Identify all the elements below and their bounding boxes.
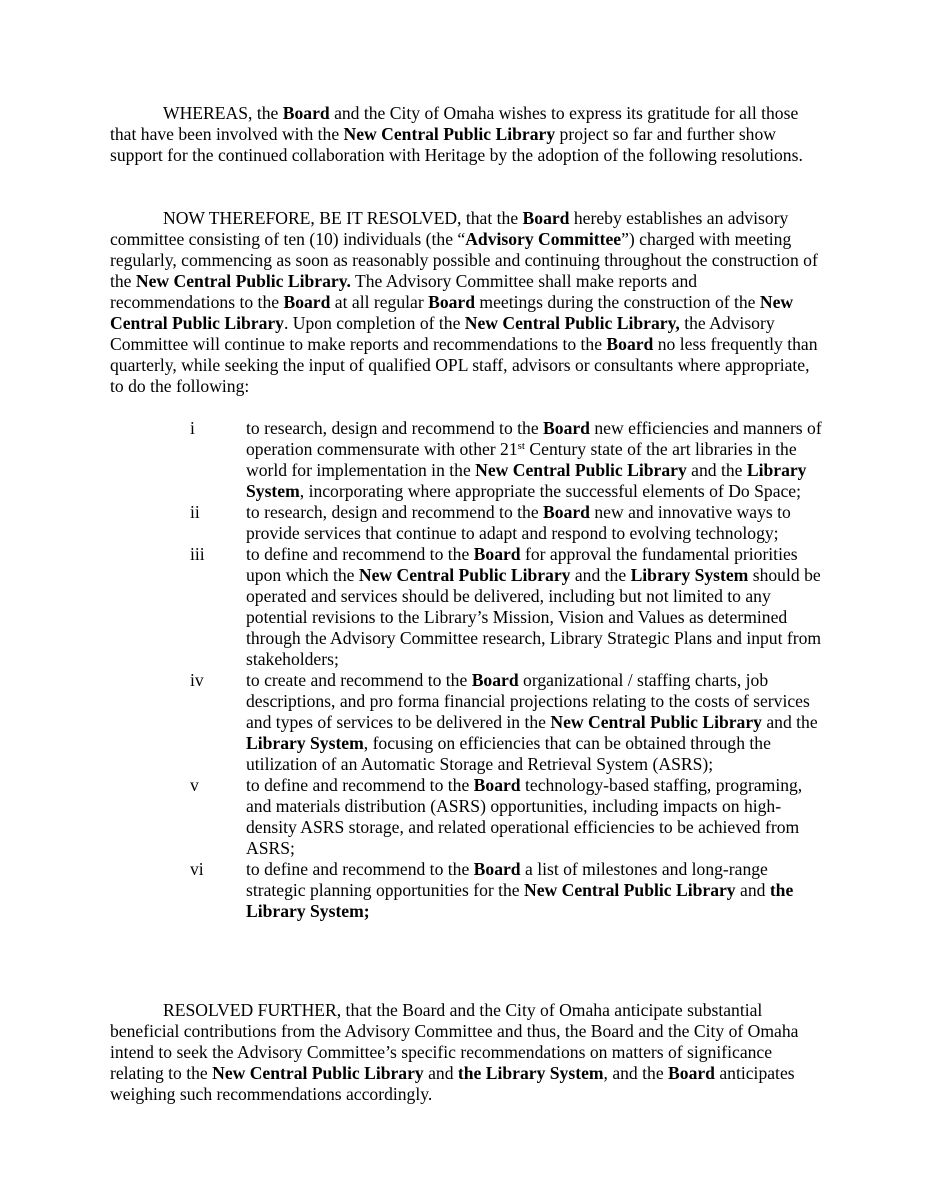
resolution-item: [110, 502, 825, 544]
bold-term: New Central Public Library,: [464, 313, 680, 333]
bold-term: Board: [606, 334, 654, 354]
resolution-item-list: [110, 418, 825, 922]
text-run: Century state of the art libraries in the world for implementation in the: [246, 439, 797, 480]
item-text: [246, 670, 825, 775]
text-run: WHEREAS, the: [163, 103, 283, 123]
text-run: meetings during the construction of the: [475, 292, 760, 312]
resolution-item: [110, 418, 825, 502]
text-run: NOW THEREFORE, BE IT RESOLVED, that the: [163, 208, 523, 228]
bold-term: Board: [473, 859, 521, 879]
bold-term: Board: [522, 208, 570, 228]
text-run: no less frequently than quarterly, while seeking the input of qualified OPL staff, advisors or consultants where appropriate, to do the following:: [110, 334, 818, 396]
bold-term: Board: [543, 502, 590, 522]
bold-term: Library System: [246, 733, 364, 753]
text-run: and the City of Omaha wishes to express its gratitude for all those that have been involved with the: [110, 103, 799, 144]
text-run: a list of milestones and long-range strategic planning opportunities for the: [246, 859, 768, 900]
bold-term: New Central Public Library: [475, 460, 687, 480]
bold-term: Board: [471, 670, 519, 690]
text-run: The Advisory Committee shall make reports and recommendations to the: [110, 271, 698, 312]
text-run: to research, design and recommend to the: [246, 502, 544, 522]
bold-term: New Central Public Library: [110, 292, 794, 333]
resolution-item: [110, 670, 825, 775]
bold-term: Board: [283, 292, 331, 312]
text-run: and: [735, 880, 770, 900]
text-run: anticipates weighing such recommendations accordingly.: [110, 1063, 795, 1104]
bold-term: Library System: [246, 460, 807, 501]
bold-term: Board: [668, 1063, 715, 1083]
text-run: and the: [570, 565, 631, 585]
resolution-item: [110, 859, 825, 922]
text-run: and the: [686, 460, 747, 480]
item-number: iii: [190, 544, 205, 564]
text-run: new and innovative ways to provide services that continue to adapt and respond to evolving technology;: [246, 502, 791, 543]
bold-term: Library System: [630, 565, 749, 585]
item-number: vi: [190, 859, 204, 879]
bold-term: Advisory Committee: [465, 229, 622, 249]
text-run: , and the: [603, 1063, 669, 1083]
item-number: i: [190, 418, 195, 438]
bold-term: New Central Public Library: [358, 565, 571, 585]
text-run: . Upon completion of the: [283, 313, 465, 333]
text-run: , focusing on efficiencies that can be obtained through the utilization of an Automatic Storage and Retrieval System (ASRS);: [246, 733, 771, 774]
item-text: [246, 544, 825, 670]
text-run: to define and recommend to the: [246, 859, 474, 879]
resolved-further-paragraph: [110, 1000, 825, 1105]
text-run: for approval the fundamental priorities upon which the: [246, 544, 798, 585]
text-run: at all regular: [330, 292, 429, 312]
bold-term: Board: [428, 292, 476, 312]
bold-term: New Central Public Library.: [135, 271, 351, 291]
text-run: technology-based staffing, programing, and materials distribution (ASRS) opportunities, including impacts on high-density ASRS storage, and related operational efficiencies to be achieved from ASRS;: [246, 775, 803, 858]
bold-term: New Central Public Library: [524, 880, 736, 900]
text-run: to research, design and recommend to the: [246, 418, 544, 438]
resolution-item: [110, 775, 825, 859]
text-run: hereby establishes an advisory committee consisting of ten (10) individuals (the “: [110, 208, 789, 249]
bold-term: Board: [543, 418, 590, 438]
item-number: ii: [190, 502, 200, 522]
resolved-paragraph: [110, 208, 825, 397]
bold-term: New Central Public Library: [212, 1063, 424, 1083]
bold-term: Board: [473, 775, 521, 795]
resolution-item: [110, 544, 825, 670]
text-run: , incorporating where appropriate the successful elements of Do Space;: [299, 481, 802, 501]
item-number: iv: [190, 670, 204, 690]
bold-term: Board: [473, 544, 521, 564]
item-text: [246, 418, 825, 502]
text-run: RESOLVED FURTHER, that the Board and the City of Omaha anticipate substantial beneficial contributions from the Advisory Committee and thus, the Board and the City of Omaha intend to seek the Advisory Committee’s specific recommendations on matters of significance relating to the: [110, 1000, 799, 1083]
bold-term: Board: [282, 103, 330, 123]
text-run: to define and recommend to the: [246, 775, 474, 795]
item-number: v: [190, 775, 199, 795]
text-run: ”) charged with meeting regularly, commencing as soon as reasonably possible and continuing throughout the construction of the: [110, 229, 818, 291]
text-run: to create and recommend to the: [246, 670, 472, 690]
bold-term: New Central Public Library: [550, 712, 762, 732]
item-text: [246, 775, 825, 859]
superscript-text: st: [517, 440, 525, 452]
bold-term: New Central Public Library: [343, 124, 556, 144]
bold-term: the Library System;: [246, 880, 794, 921]
item-text: [246, 502, 825, 544]
text-run: the Advisory Committee will continue to make reports and recommendations to the: [110, 313, 775, 354]
item-text: [246, 859, 825, 922]
text-run: organizational / staffing charts, job descriptions, and pro forma financial projections relating to the costs of services and types of services to be delivered in the: [246, 670, 810, 732]
text-run: should be operated and services should be delivered, including but not limited to any potential revisions to the Library’s Mission, Vision and Values as determined through the Advisory Committee research, Library Strategic Plans and input from stakeholders;: [246, 565, 822, 669]
bold-term: the Library System: [457, 1063, 604, 1083]
text-run: to define and recommend to the: [246, 544, 474, 564]
text-run: and: [423, 1063, 458, 1083]
text-run: new efficiencies and manners of operation commensurate with other 21: [246, 418, 822, 459]
text-run: and the: [761, 712, 818, 732]
whereas-paragraph: [110, 103, 825, 166]
text-run: project so far and further show support for the continued collaboration with Heritage by the adoption of the following resolutions.: [110, 124, 803, 165]
